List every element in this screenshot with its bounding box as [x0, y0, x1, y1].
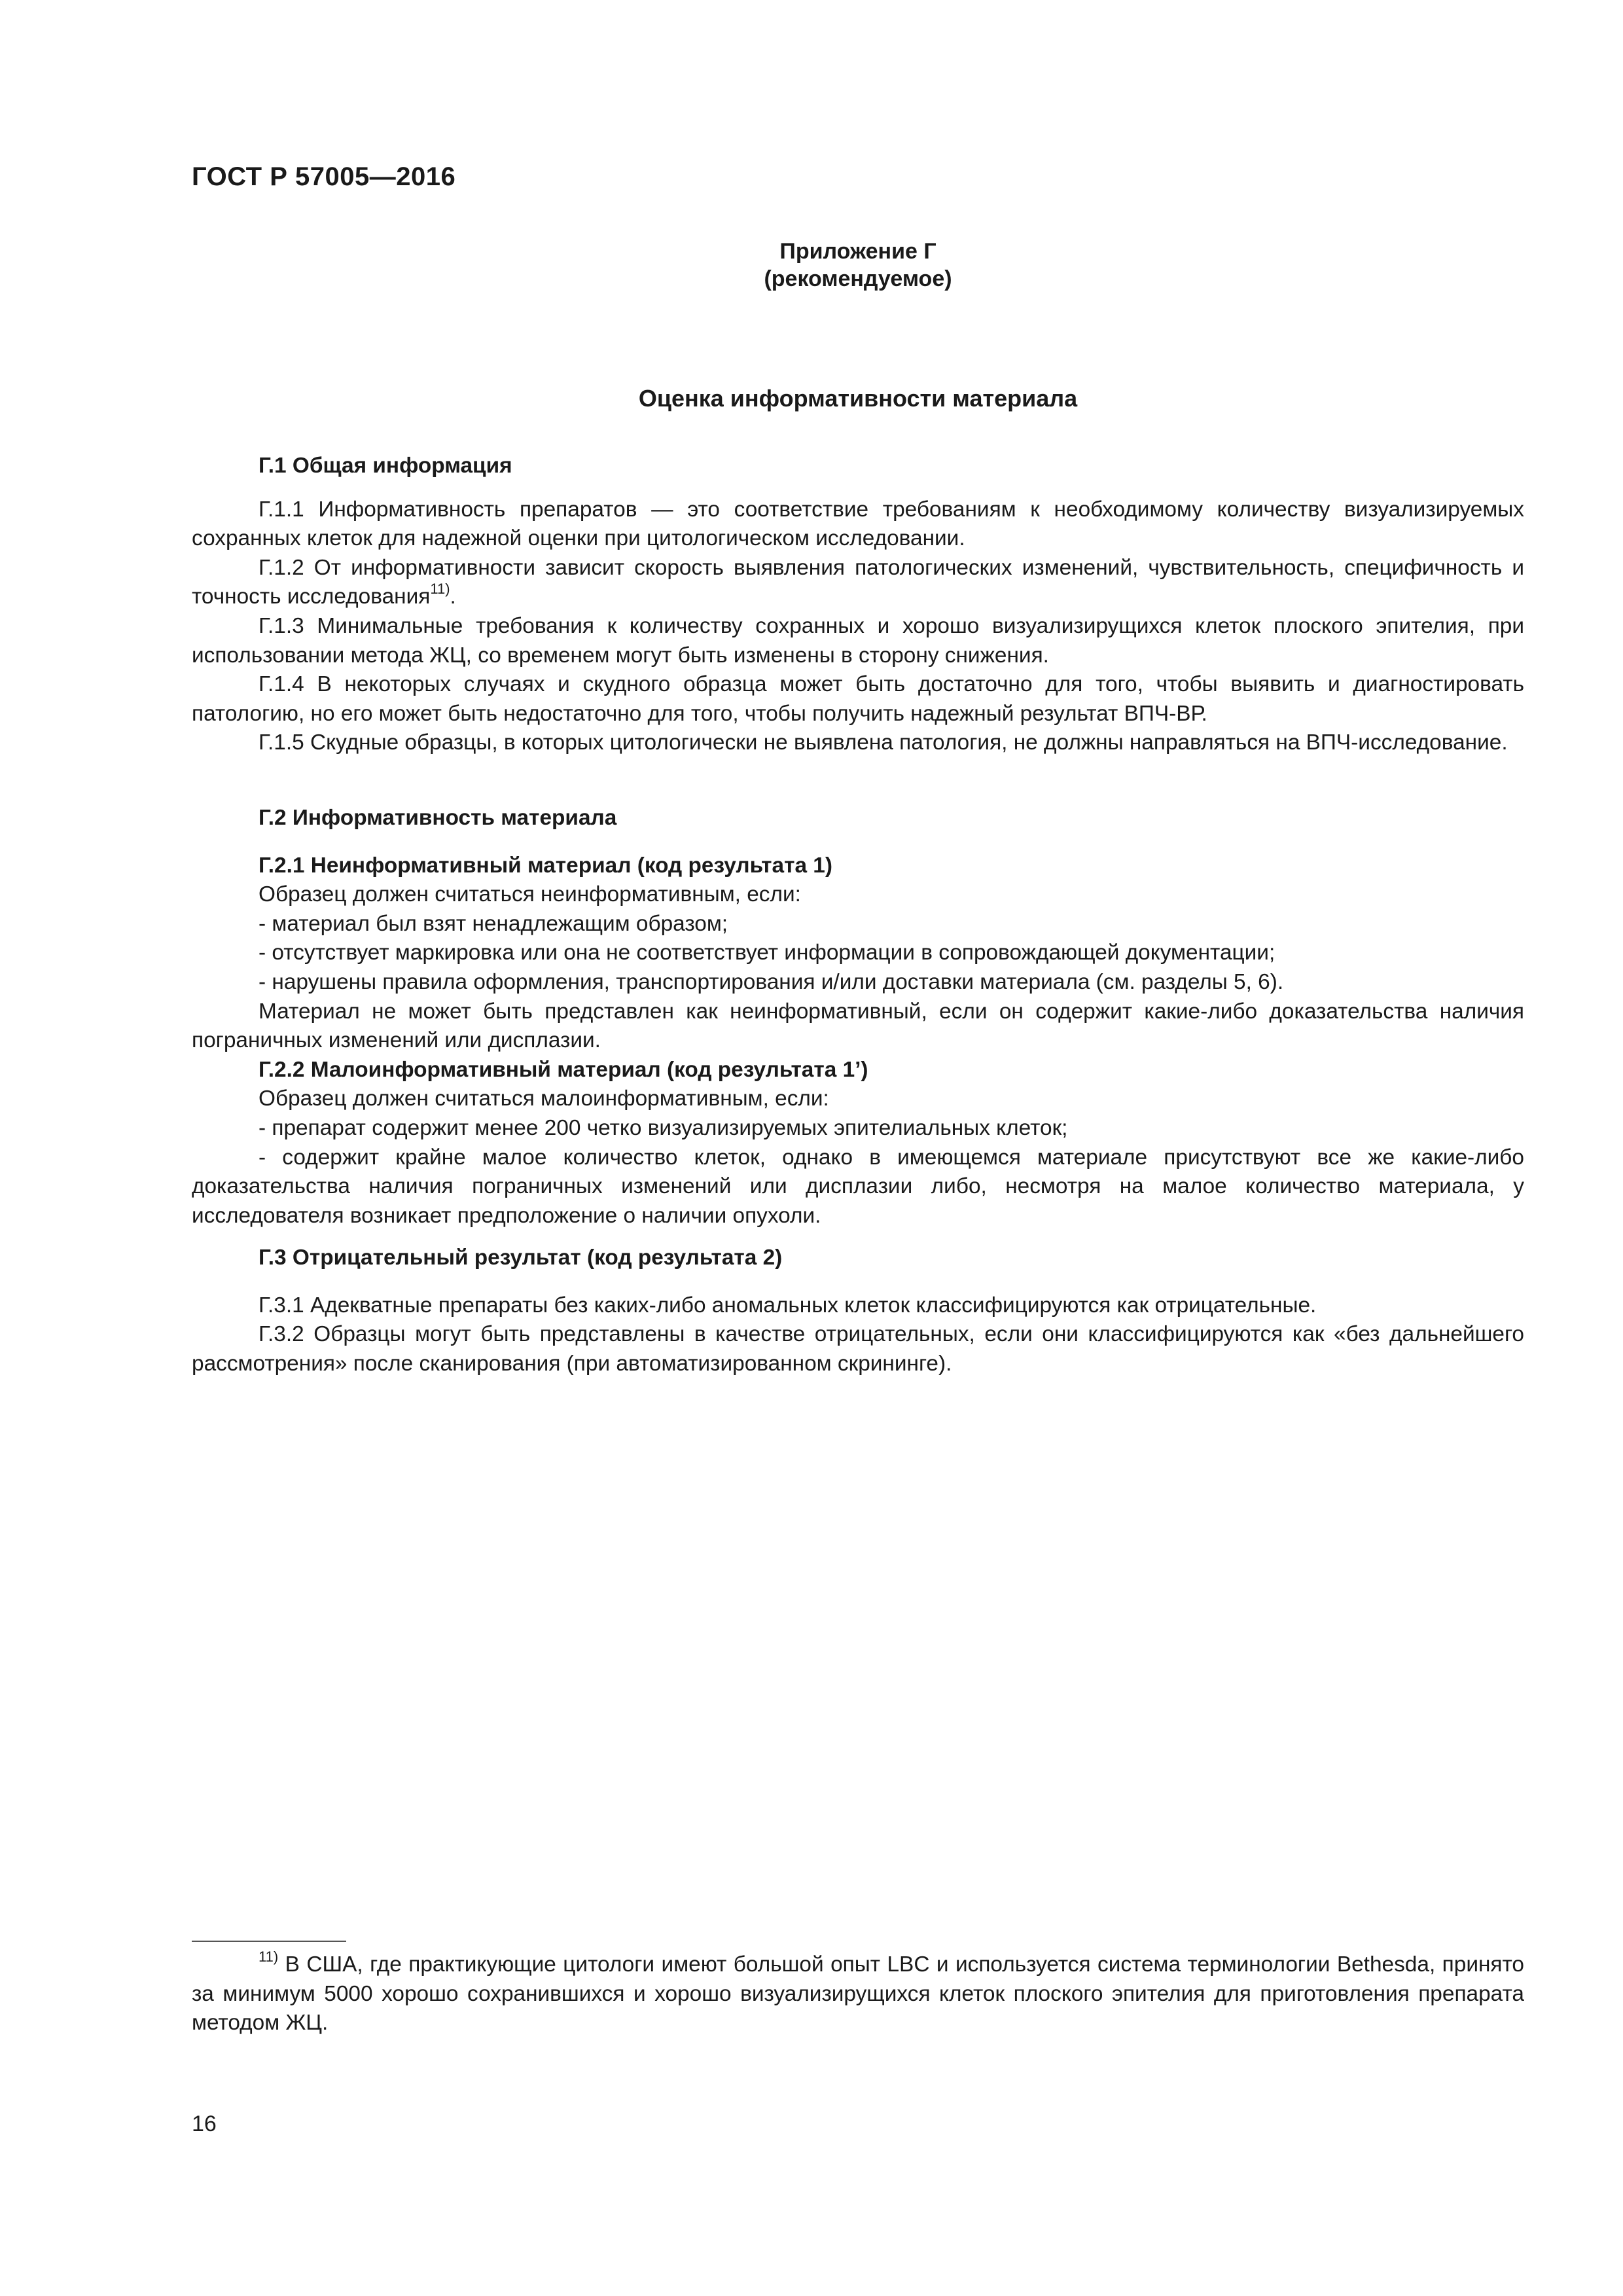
list-item: - нарушены правила оформления, транспортирования и/или доставки материала (см. разделы 5, 6). [259, 969, 1284, 994]
subsection-intro-g22: Образец должен считаться малоинформативным, если: [259, 1086, 829, 1111]
section-heading-g2: Г.2 Информативность материала [259, 806, 617, 830]
footnote-marker: 11) [259, 1948, 279, 1965]
section-g2 [192, 804, 1524, 1230]
appendix-note: (рекомендуемое) [764, 266, 952, 291]
list-item: - отсутствует маркировка или она не соответствует информации в сопровождающей документации; [259, 941, 1275, 965]
paragraph-g1-2 [192, 554, 1524, 612]
paragraph-g1-3: Г.1.3 Минимальные требования к количеству сохранных и хорошо визуализирущихся клеток плоского эпителия, при использовании метода ЖЦ, со временем могут быть изменены в сторону снижения. [192, 613, 1524, 668]
section-g1 [192, 452, 1524, 758]
paragraph-g1-1: Г.1.1 Информативность препаратов — это соответствие требованиям к необходимому количеству визуализируемых сохранных клеток для надежной оценки при цитологическом исследовании. [192, 497, 1524, 551]
paragraph-g1-5: Г.1.5 Скудные образцы, в которых цитологически не выявлена патология, не должны направляться на ВПЧ-исследование. [259, 730, 1508, 755]
subsection-note-g21: Материал не может быть представлен как неинформативный, если он содержит какие-либо доказательства наличия пограничных изменений или дисплазии. [192, 999, 1524, 1053]
footnote-paragraph [192, 1950, 1524, 2038]
paragraph-g1-4: Г.1.4 В некоторых случаях и скудного образца может быть достаточно для того, чтобы выявить и диагностировать патологию, но его может быть недостаточно для того, чтобы получить надежный результат ВПЧ-ВР. [192, 672, 1524, 726]
paragraph-g1-2-end: . [450, 584, 456, 609]
appendix-title: Приложение Г [779, 239, 936, 264]
paragraph-g1-2-text: Г.1.2 От информативности зависит скорость выявления патологических изменений, чувствительность, специфичность и точность исследования [192, 555, 1524, 609]
page-number: 16 [192, 2111, 217, 2136]
document-code: ГОСТ Р 57005—2016 [192, 162, 456, 191]
list-item: - материал был взят ненадлежащим образом; [259, 911, 728, 936]
section-heading-g1: Г.1 Общая информация [259, 454, 512, 478]
footnote-reference: 11) [430, 581, 450, 598]
footnote-text: В США, где практикующие цитологи имеют большой опыт LBC и используется система терминологии Bethesda, принято за минимум 5000 хорошо сохранившихся и хорошо визуализирущихся клеток плоского эпителия для приготовления препарата методом ЖЦ. [192, 1952, 1524, 2036]
list-item: - содержит крайне малое количество клеток, однако в имеющемся материале присутствуют все же какие-либо доказательства наличия пограничных изменений или дисплазии либо, несмотря на малое количество материала, у исследователя возникает предположение о наличии опухоли. [192, 1145, 1524, 1228]
section-heading-g3: Г.3 Отрицательный результат (код результата 2) [259, 1246, 783, 1270]
paragraph-g3-2: Г.3.2 Образцы могут быть представлены в качестве отрицательных, если они классифицируются как «без дальнейшего рассмотрения» после сканирования (при автоматизированном скрининге). [192, 1322, 1524, 1376]
subsection-heading-g22: Г.2.2 Малоинформативный материал (код результата 1’) [259, 1057, 868, 1082]
section-g3 [192, 1244, 1524, 1378]
subsection-intro-g21: Образец должен считаться неинформативным, если: [259, 882, 801, 907]
main-title: Оценка информативности материала [638, 385, 1078, 412]
subsection-heading-g21: Г.2.1 Неинформативный материал (код результата 1) [259, 853, 832, 878]
list-item: - препарат содержит менее 200 четко визуализируемых эпителиальных клеток; [259, 1115, 1068, 1140]
paragraph-g3-1: Г.3.1 Адекватные препараты без каких-либо аномальных клеток классифицируются как отрицательные. [259, 1293, 1317, 1318]
footnote [192, 1950, 1524, 2038]
footnote-divider [192, 1941, 346, 1942]
